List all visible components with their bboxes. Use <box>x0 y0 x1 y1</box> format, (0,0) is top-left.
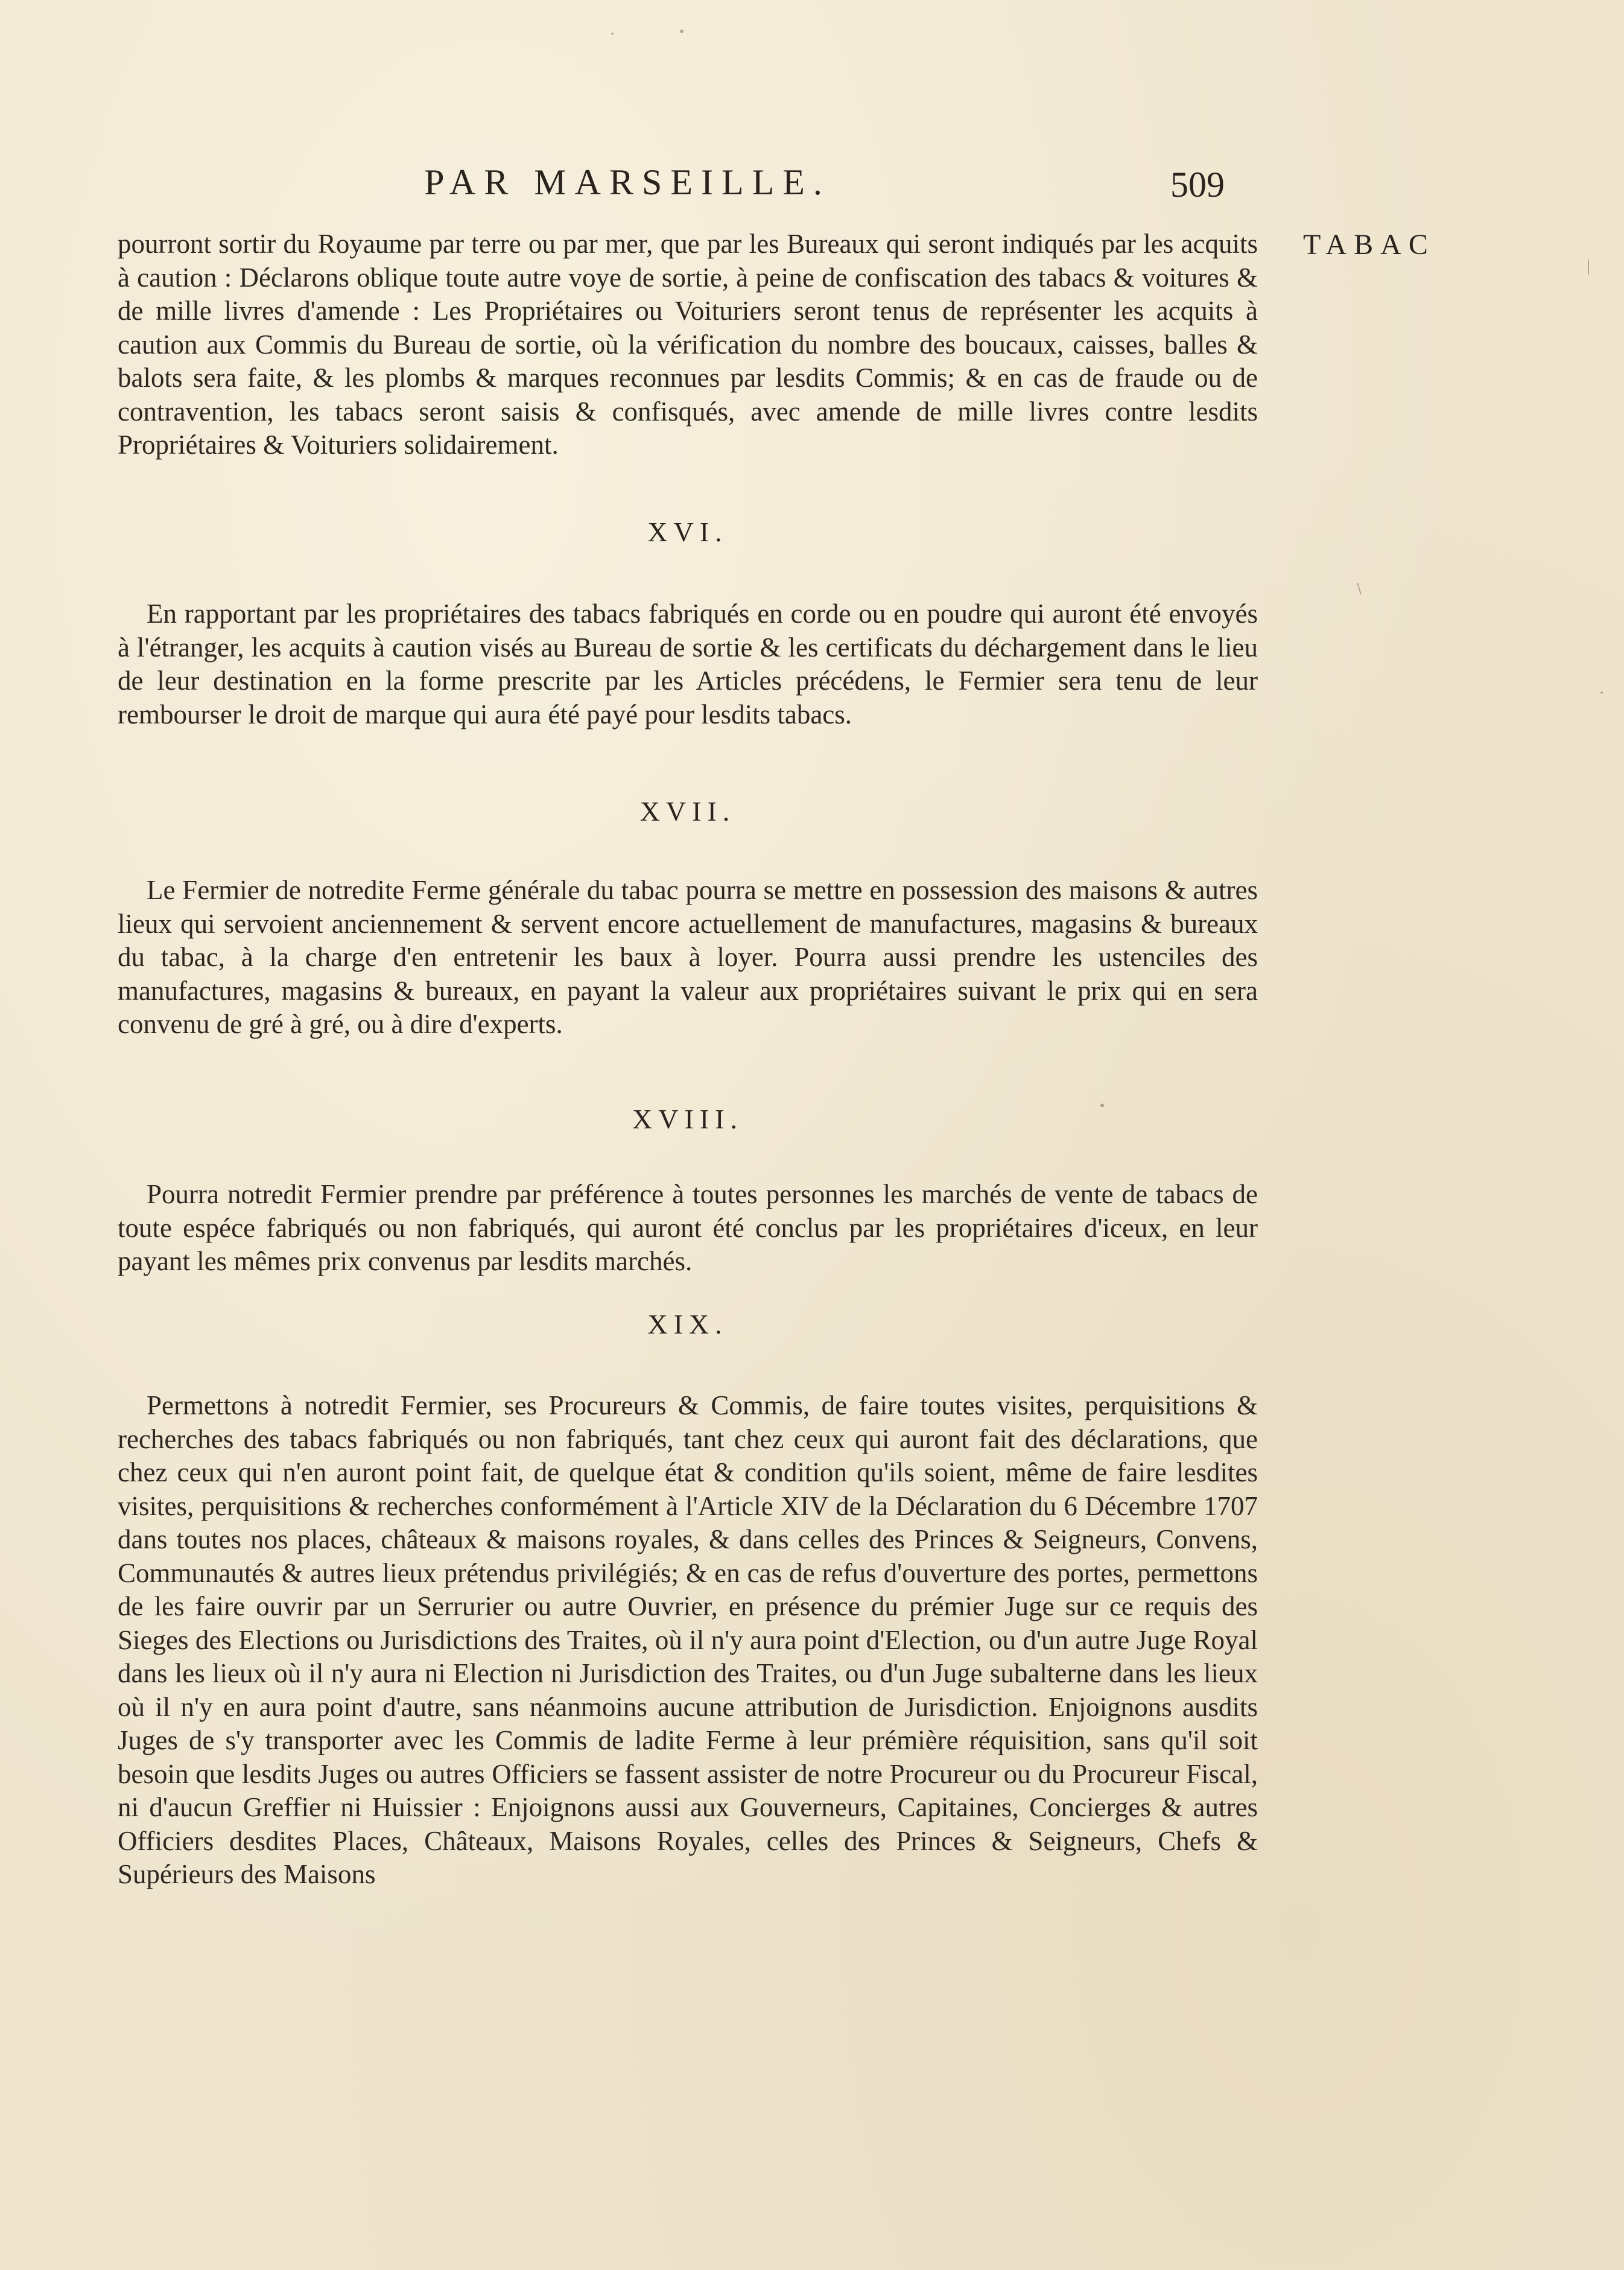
running-head-title: PAR MARSEILLE. <box>424 162 831 202</box>
page-number: 509 <box>1170 165 1225 205</box>
running-head <box>0 162 1624 210</box>
article-heading-xviii: XVIII. <box>632 1104 743 1134</box>
article-xix-paragraph: Permettons à notredit Fermier, ses Procureurs & Commis, de faire toutes visites, perquisitions & recherches des tabacs fabriqués ou non fabriqués, tant chez ceux qui auront fait des déclarations, que chez ceux qui n'en auront point fait, de quelque état & condition qu'ils soient, même de faire lesdites visites, perquisitions & recherches conformément à l'Article XIV de la Déclaration du 6 Décembre 1707 dans toutes nos places, châteaux & maisons royales, & dans celles des Princes & Seigneurs, Convens, Communautés & autres lieux prétendus privilégiés; & en cas de refus d'ouverture des portes, permettons de les faire ouvrir par un Serrurier ou autre Ouvrier, en présence du prémier Juge sur ce requis des Sieges des Elections ou Jurisdictions des Traites, où il n'y aura point d'Election, ou d'un autre Juge Royal dans les lieux où il n'y aura ni Election ni Jurisdiction des Traites, ou d'un Juge subalterne dans les lieux où il n'y en aura point d'autre, sans néanmoins aucune attribution de Jurisdiction. Enjoignons ausdits Juges de s'y transporter avec les Commis de ladite Ferme à leur prémière réquisition, sans qu'il soit besoin que lesdits Juges ou autres Officiers se fassent assister de notre Procureur ou du Procureur Fiscal, ni d'aucun Greffier ni Huissier : Enjoignons aussi aux Gouverneurs, Capitaines, Concierges & autres Officiers desdites Places, Châteaux, Maisons Royales, celles des Princes & Seigneurs, Chefs & Supérieurs des Maisons <box>118 1390 1258 1889</box>
article-xviii-paragraph: Pourra notredit Fermier prendre par préférence à toutes personnes les marchés de vente de tabacs de toute espéce fabriqués ou non fabriqués, qui auront été conclus par les propriétaires d'iceux, en leur payant les mêmes prix convenus par lesdits marchés. <box>118 1179 1258 1276</box>
paragraph-continuation: pourront sortir du Royaume par terre ou par mer, que par les Bureaux qui seront indiqués par les acquits à caution : Déclarons oblique toute autre voye de sortie, à peine de confiscation des tabacs & voitures & de mille livres d'amende : Les Propriétaires ou Voituriers seront tenus de représenter les acquits à caution aux Commis du Bureau de sortie, où la vérification du nombre des boucaux, caisses, balles & balots sera faite, & les plombs & marques reconnues par lesdits Commis; & en cas de fraude ou de contravention, les tabacs seront saisis & confisqués, avec amende de mille livres contre lesdits Propriétaires & Voituriers solidairement. <box>118 229 1258 460</box>
article-xvi-paragraph: En rapportant par les propriétaires des tabacs fabriqués en corde ou en poudre qui auront été envoyés à l'étranger, les acquits à caution visés au Bureau de sortie & les certificats du déchargement dans le lieu de leur destination en la forme prescrite par les Articles précédens, le Fermier sera tenu de leur rembourser le droit de marque qui aura été payé pour lesdits tabacs. <box>118 599 1258 730</box>
margin-note: TABAC <box>1303 229 1435 261</box>
article-heading-xvi: XVI. <box>647 517 728 547</box>
article-xvii-paragraph: Le Fermier de notredite Ferme générale du tabac pourra se mettre en possession des maisons & autres lieux qui servoient anciennement & servent encore actuellement de manufactures, magasins & bureaux du tabac, à la charge d'en entretenir les baux à loyer. Pourra aussi prendre les ustenciles des manufactures, magasins & bureaux, en payant la valeur aux propriétaires suivant le prix qui en sera convenu de gré à gré, ou à dire d'experts. <box>118 875 1258 1039</box>
article-heading-xix: XIX. <box>647 1309 728 1340</box>
article-heading-xvii: XVII. <box>639 796 736 827</box>
